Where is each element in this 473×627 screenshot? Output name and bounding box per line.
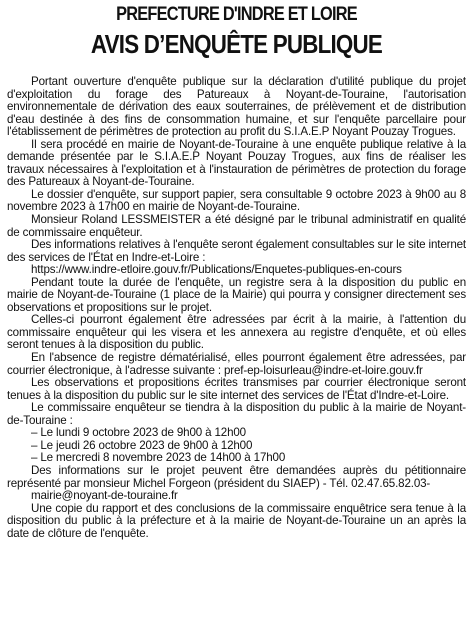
paragraph-written-observations: Celles-ci pourront également être adressées par écrit à la mairie, à l'attention du commissaire enquêteur qui les visera et les annexera au registre d'enquête, et où elles seront tenues à la disposition du public. [7,313,466,352]
paragraph-report-copy: Une copie du rapport et des conclusions de la commissaire enquêtrice sera tenue à la disposition du public à la préfecture et à la mairie de Noyant-de-Touraine un an après la date de clôture de l'enquête. [7,501,466,540]
list-item: – Le mercredi 8 novembre 2023 de 14h00 à 17h00 [31,452,466,465]
paragraph-commissioner: Monsieur Roland LESSMEISTER a été désigné par le tribunal administratif en qualité de commissaire enquêteur. [7,213,466,239]
paragraph-opening: Portant ouverture d'enquête publique sur la déclaration d'utilité publique du projet d'exploitation du forage des Patureaux à Noyant-de-Touraine, l'autorisation environnementale de dérivation des eaux souterraines, de prélèvement et de distribution d'eau destinée à des fins de consommation humaine, et sur l'enquête parcellaire pour l'établissement de périmètres de protection au profit du S.I.A.E.P Noyant Pouzay Trogues. [7,75,466,139]
list-item: – Le jeudi 26 octobre 2023 de 9h00 à 12h00 [31,440,466,453]
paragraph-permanences: Le commissaire enquêteur se tiendra à la disposition du public à la mairie de Noyant-de-Touraine : [7,401,466,427]
notice-title: AVIS D’ENQUÊTE PUBLIQUE [90,29,383,59]
paragraph-email-observations: En l'absence de registre dématérialisé, elles pourront également être adressées, par courrier électronique, à l'adresse suivante : pref-ep-loisurleau@indre-et-loire.gouv.fr [7,351,466,377]
contact-email[interactable]: mairie@noyant-de-touraine.fr [31,489,178,503]
paragraph-dossier: Le dossier d'enquête, sur support papier, sera consultable 9 octobre 2023 à 9h00 au 8 novembre 2023 à 17h00 en mairie de Noyant-de-Touraine. [7,187,466,214]
paragraph-contact: Des informations sur le projet peuvent être demandées auprès du pétitionnaire représenté par monsieur Michel Forgeon (président du SIAEP) - Tél. 02.47.65.82.03- [7,463,466,490]
paragraph-register: Pendant toute la durée de l'enquête, un registre sera à la disposition du public en mairie de Noyant-de-Touraine (1 place de la Mairie) qui pourra y consigner directement ses observations et propositions sur le projet. [7,275,466,314]
prefecture-heading: PREFECTURE D'INDRE ET LOIRE [116,4,357,25]
paragraph-website-info: Des informations relatives à l'enquête seront également consultables sur le site internet des services de l'État en Indre-et-Loire : [7,238,466,264]
notice-body [7,76,466,540]
website-link[interactable]: https://www.indre-etloire.gouv.fr/Publications/Enquetes-publiques-en-cours [31,263,402,277]
permanence-dates-list [7,427,466,465]
paragraph-email-publication: Les observations et propositions écrites transmises par courrier électronique seront tenues à la disposition du public sur le site internet des services de l'État d'Indre-et-Loire. [7,376,466,402]
list-item: – Le lundi 9 octobre 2023 de 9h00 à 12h00 [31,427,466,440]
paragraph-procedure: Il sera procédé en mairie de Noyant-de-Touraine à une enquête publique relative à la demande présentée par le S.I.A.E.P Noyant Pouzay Trogues, aux fins de réaliser les travaux nécessaires à l'exploitation et à l'instauration de périmètres de protection du forage des Patureaux à Noyant-de-Touraine. [7,137,466,189]
